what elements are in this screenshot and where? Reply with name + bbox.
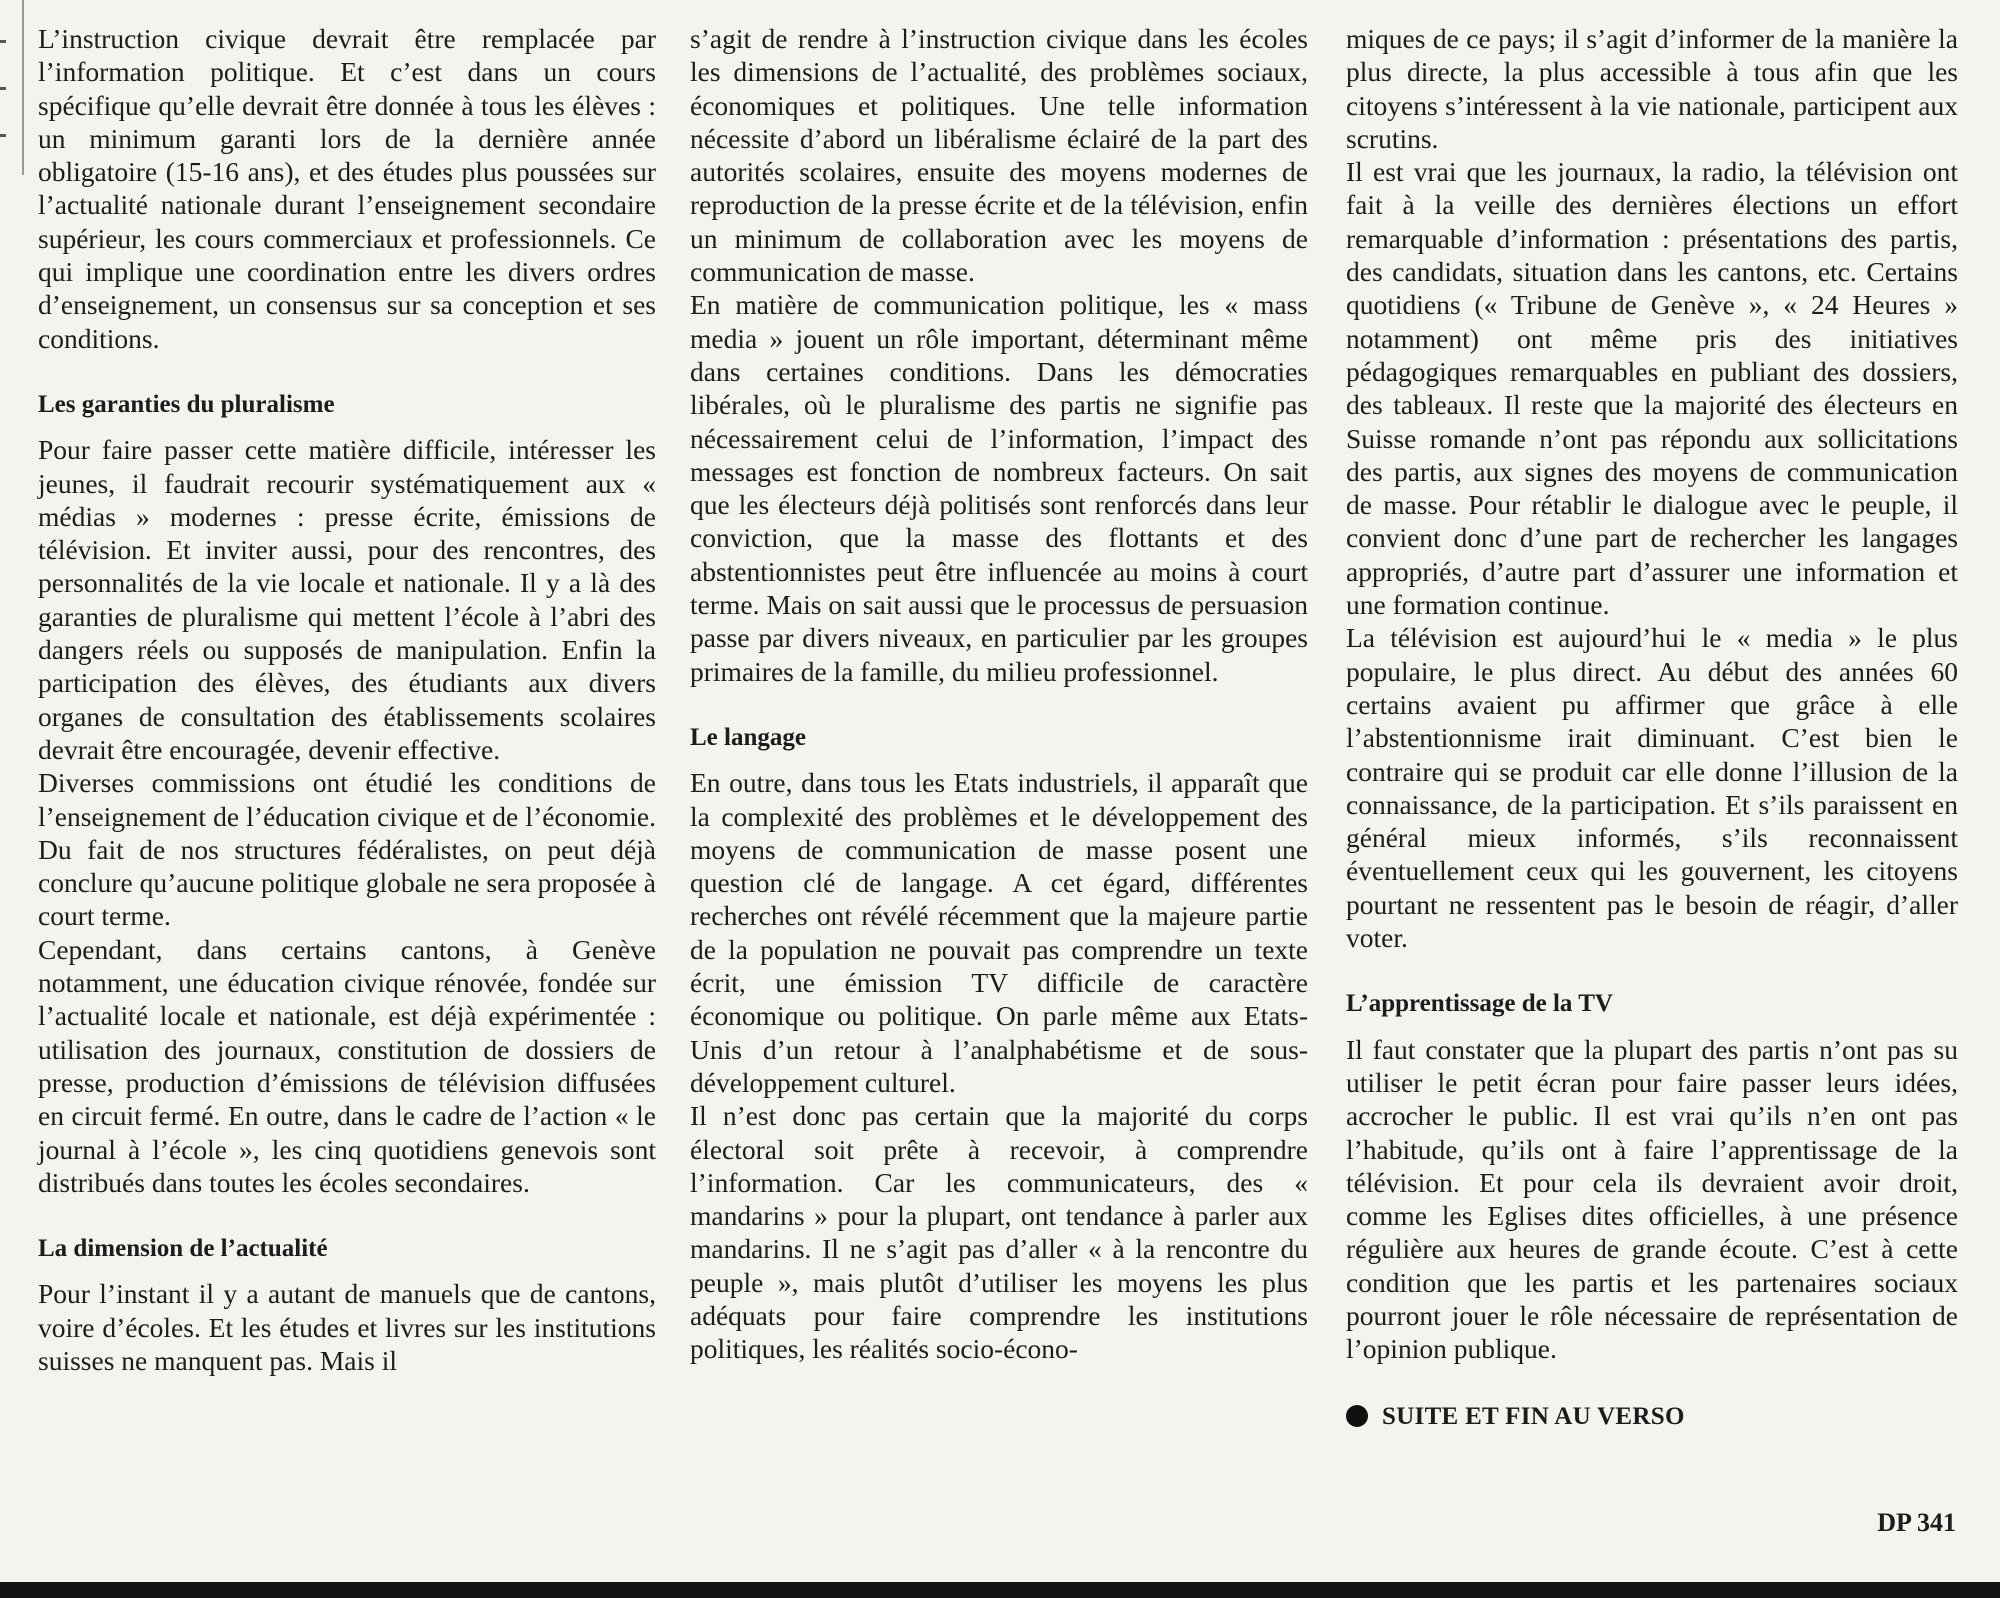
- section-heading: Le langage: [690, 723, 806, 751]
- bottom-scan-edge: [0, 1582, 2000, 1598]
- heading-spacer: [690, 754, 1308, 766]
- paragraph: Diverses commissions ont étudié les conditions de l’enseignement de l’éducation civique et de l’économie. Du fait de nos structures fédéralistes, on peut déjà conclure qu’aucune politique globale ne sera proposée à court terme.: [38, 767, 656, 932]
- continuation-note: [1346, 1400, 1958, 1433]
- continuation-wrapper: [1346, 1400, 1958, 1433]
- section-spacer: [38, 1199, 656, 1232]
- paragraph: La télévision est aujourd’hui le « media » le plus populaire, le plus direct. Au début des années 60 certains avaient pu affirmer que grâce à elle l’abstentionnisme irait diminuant. C’est bien le contraire qui se produit car elle donne l’illusion de la connaissance, de la participation. Et s’ils paraissent en général mieux informés, s’ils reconnaissent éventuellement ceux qui les gouvernent, les citoyens pourtant ne ressentent pas le besoin de réagir, d’aller voter.: [1346, 622, 1958, 954]
- section-spacer: [690, 688, 1308, 721]
- section-spacer: [1346, 954, 1958, 987]
- paragraph: Cependant, dans certains cantons, à Genève notamment, une éducation civique rénovée, fondée sur l’actualité locale et nationale, est déjà expérimentée : utilisation des journaux, constitution de dossiers de presse, production d’émissions de télévision diffusées en circuit fermé. En outre, dans le cadre de l’action « le journal à l’école », les cinq quotidiens genevois sont distribués dans toutes les écoles secondaires.: [38, 933, 656, 1198]
- column-1: [38, 22, 656, 1377]
- paragraph: s’agit de rendre à l’instruction civique dans les écoles les dimensions de l’actualité, des problèmes sociaux, économiques et politiques. Une telle information nécessite d’abord un libéralisme éclairé de la part des autorités scolaires, ensuite des moyens modernes de reproduction de la presse écrite et de la télévision, enfin un minimum de collaboration avec les moyens de communication de masse.: [690, 23, 1308, 288]
- paragraph: miques de ce pays; il s’agit d’informer de la manière la plus directe, la plus accessible à tous afin que les citoyens s’intéressent à la vie nationale, participent aux scrutins.: [1346, 23, 1958, 154]
- section-heading: L’apprentissage de la TV: [1346, 990, 1613, 1018]
- bullet-dot-icon: [1346, 1405, 1368, 1427]
- section-heading: Les garanties du pluralisme: [38, 390, 335, 418]
- heading-spacer: [38, 421, 656, 433]
- paragraph: Il faut constater que la plupart des partis n’ont pas su utiliser le petit écran pour faire passer leurs idées, accrocher le public. Il est vrai qu’ils n’en ont pas l’habitude, qu’ils ont à faire l’apprentissage de la télévision. Et pour cela ils devraient avoir droit, comme les Eglises dites officielles, à une présence régulière aux heures de grande écoute. C’est à cette condition que les partis et les partenaires sociaux pourront jouer le rôle nécessaire de représentation de l’opinion publique.: [1346, 1033, 1958, 1365]
- section-spacer: [38, 355, 656, 388]
- paragraph: L’instruction civique devrait être remplacée par l’information politique. Et c’est dans un cours spécifique qu’elle devrait être donnée à tous les élèves : un minimum garanti lors de la dernière année obligatoire (15-16 ans), et des études plus poussées sur l’actualité nationale durant l’enseignement secondaire supérieur, les cours commerciaux et professionnels. Ce qui implique une coordination entre les divers ordres d’enseignement, un consensus sur sa conception et ses conditions.: [38, 23, 656, 354]
- column-3: [1346, 22, 1958, 1433]
- margin-rule: [22, 0, 24, 175]
- paragraph: Il n’est donc pas certain que la majorité du corps électoral soit prête à recevoir, à comprendre l’information. Car les communicateurs, des « mandarins » pour la plupart, ont tendance à parler aux mandarins. Il ne s’agit pas d’aller « à la rencontre du peuple », mais plutôt d’utiliser les moyens les plus adéquats pour faire comprendre les institutions politiques, les réalités socio-écono-: [690, 1100, 1308, 1365]
- heading-spacer: [38, 1265, 656, 1277]
- margin-marks: [0, 40, 12, 181]
- paragraph: En outre, dans tous les Etats industriels, il apparaît que la complexité des problèmes et le développement des moyens de communication de masse posent une question clé de langage. A cet égard, différentes recherches ont révélé récemment que la majeure partie de la population ne pouvait pas comprendre un texte écrit, une émission TV difficile de caractère économique ou politique. On parle même aux Etats-Unis d’un retour à l’analphabétisme et de sous-développement culturel.: [690, 767, 1308, 1098]
- heading-spacer: [1346, 1021, 1958, 1033]
- paragraph: Pour l’instant il y a autant de manuels que de cantons, voire d’écoles. Et les études et livres sur les institutions suisses ne manquent pas. Mais il: [38, 1278, 656, 1376]
- paragraph: Pour faire passer cette matière difficile, intéresser les jeunes, il faudrait recourir systématiquement aux « médias » modernes : presse écrite, émissions de télévision. Et inviter aussi, pour des rencontres, des personnalités de la vie locale et nationale. Il y a là des garanties de pluralisme qui mettent l’école à l’abri des dangers réels ou supposés de manipulation. Enfin la participation des élèves, des étudiants aux divers organes de consultation des établissements scolaires devrait être encouragée, devenir effective.: [38, 434, 656, 765]
- column-2: [690, 22, 1308, 1366]
- continuation-text: SUITE ET FIN AU VERSO: [1382, 1402, 1685, 1430]
- page-reference: DP 341: [1877, 1508, 1956, 1537]
- section-heading: La dimension de l’actualité: [38, 1235, 328, 1263]
- paragraph: Il est vrai que les journaux, la radio, la télévision ont fait à la veille des dernières élections un effort remarquable d’information : présentations des partis, des candidats, situation dans les cantons, etc. Certains quotidiens (« Tribune de Genève », « 24 Heures » notamment) ont même pris des initiatives pédagogiques remarquables en publiant des dossiers, des tableaux. Il reste que la majorité des électeurs en Suisse romande n’ont pas répondu aux sollicitations des partis, aux signes des moyens de communication de masse. Pour rétablir le dialogue avec le peuple, il convient donc d’une part de rechercher les langages appropriés, d’autre part d’assurer une information et une formation continue.: [1346, 156, 1958, 621]
- paragraph: En matière de communication politique, les « mass media » jouent un rôle important, déterminant même dans certaines conditions. Dans les démocraties libérales, où le pluralisme des partis ne signifie pas nécessairement celui de l’information, l’impact des messages est fonction de nombreux facteurs. On sait que les électeurs déjà politisés sont renforcés dans leur conviction, que la masse des flottants et des abstentionnistes peut être influencée au moins à court terme. Mais on sait aussi que le processus de persuasion passe par divers niveaux, en particulier par les groupes primaires de la famille, du milieu professionnel.: [690, 289, 1308, 687]
